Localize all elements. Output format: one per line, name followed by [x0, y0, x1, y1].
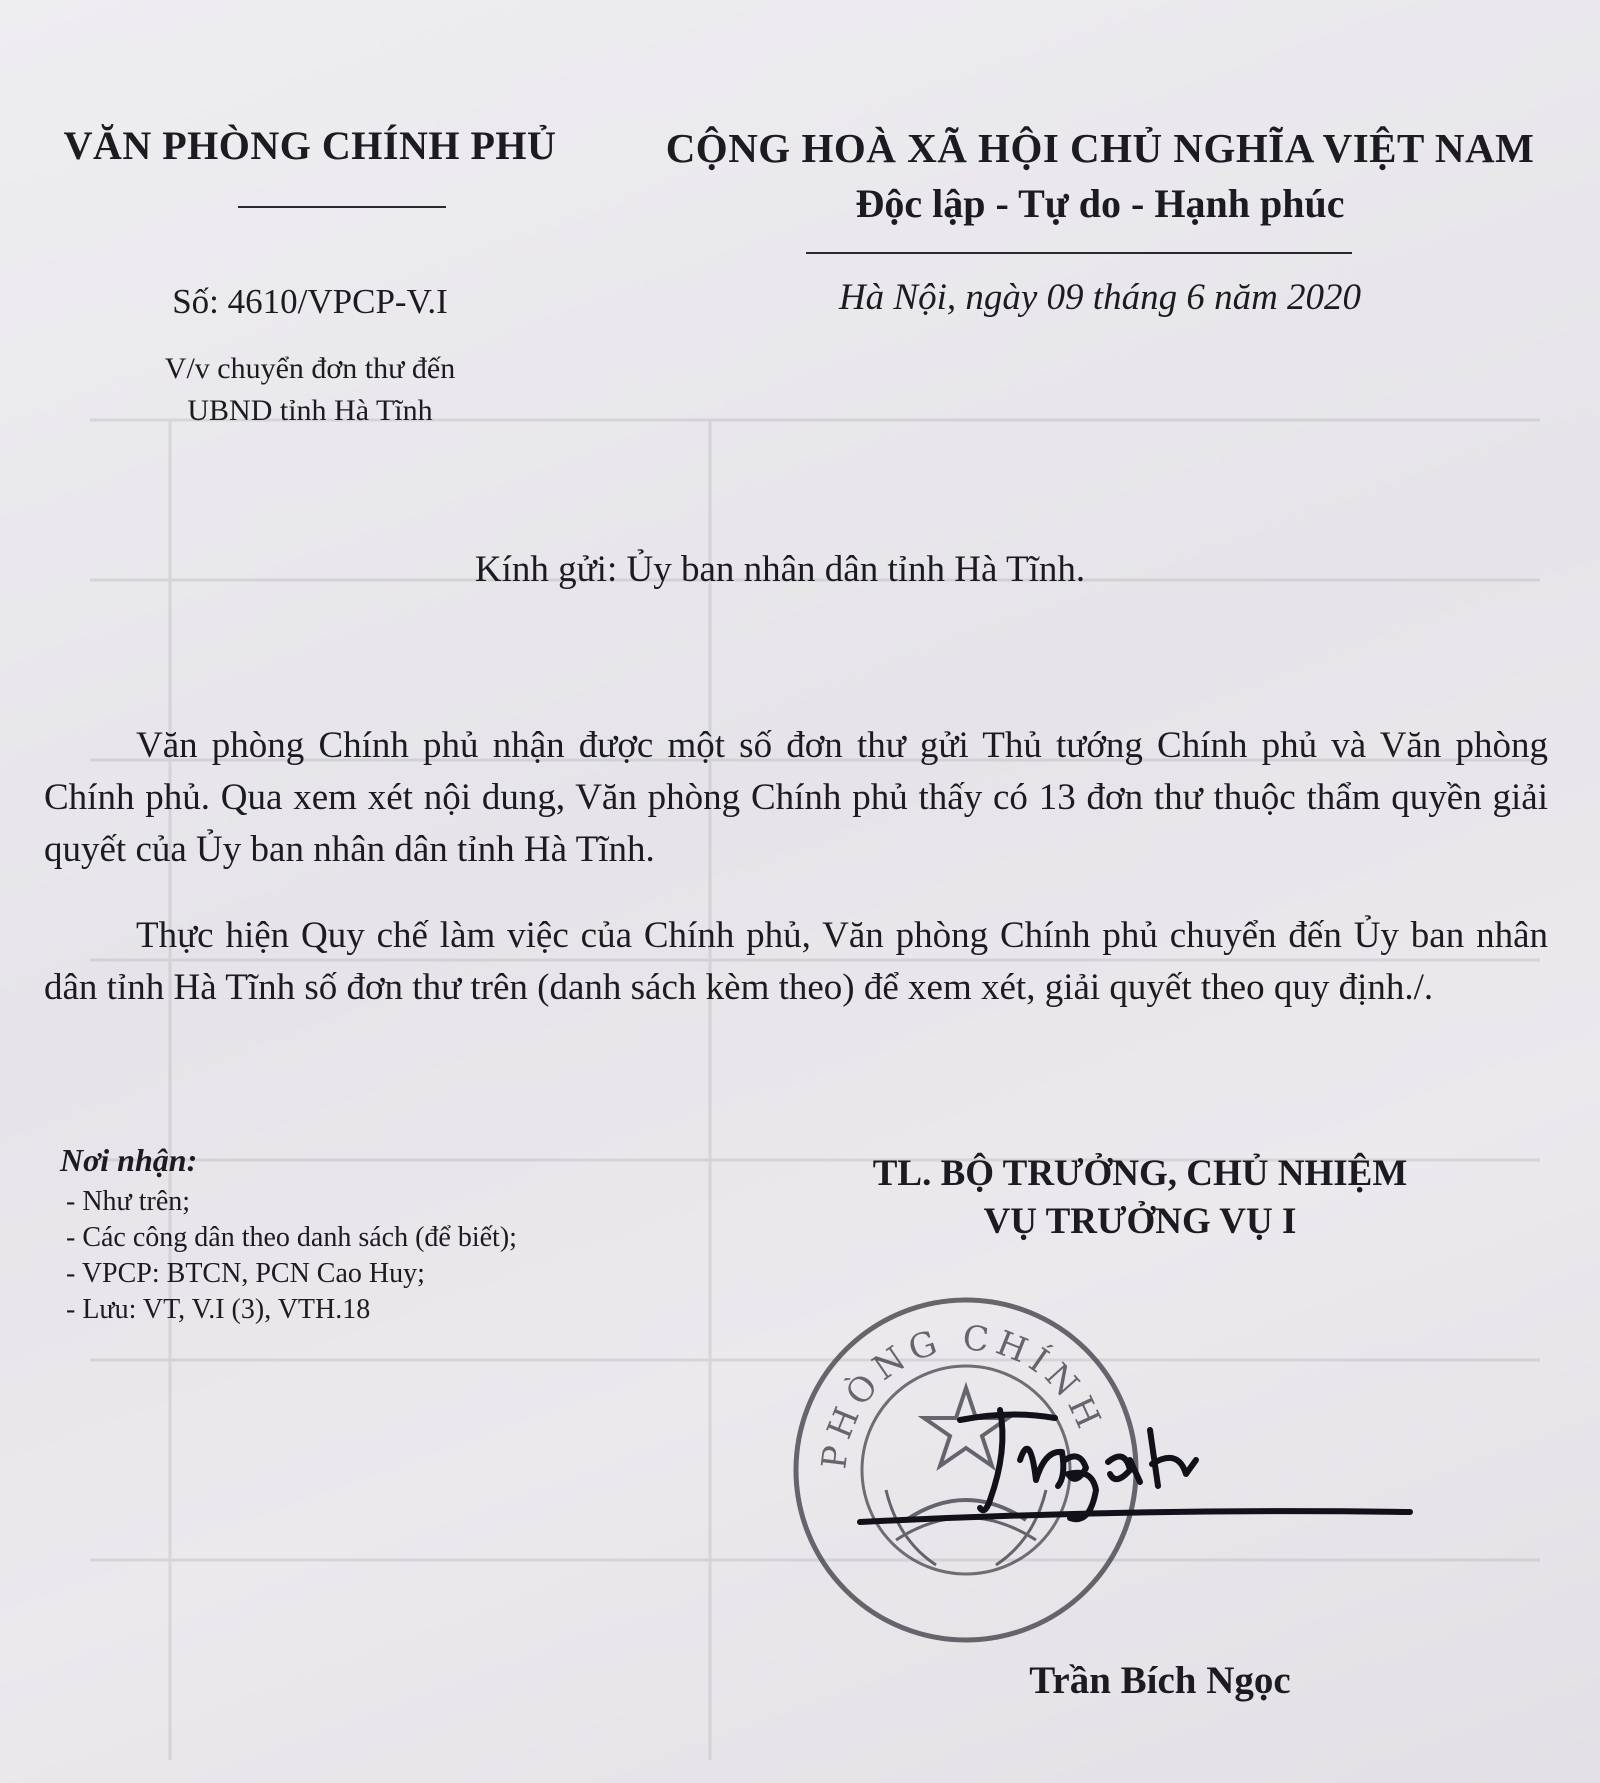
- national-motto: Độc lập - Tự do - Hạnh phúc: [855, 181, 1345, 226]
- national-title: CỘNG HOÀ XÃ HỘI CHỦ NGHĨA VIỆT NAM: [665, 125, 1535, 171]
- organization-underline: [238, 206, 446, 208]
- recipient-item: - VPCP: BTCN, PCN Cao Huy;: [66, 1258, 425, 1289]
- place-and-date: Hà Nội, ngày 09 tháng 6 năm 2020: [838, 277, 1362, 318]
- signatory-title: [820, 1150, 1460, 1246]
- recipient-item: - Các công dân theo danh sách (để biết);: [66, 1222, 517, 1253]
- subject-line-1: V/v chuyển đơn thư đến: [164, 352, 456, 385]
- recipients-list: [66, 1184, 517, 1328]
- recipient-item: - Lưu: VT, V.I (3), VTH.18: [66, 1294, 371, 1325]
- document-subject: [40, 348, 580, 432]
- handwritten-signature-icon: [840, 1390, 1440, 1550]
- motto-underline: [806, 252, 1352, 254]
- document-number: Số: 4610/VPCP-V.I: [172, 282, 448, 321]
- signatory-title-line-1: TL. BỘ TRƯỞNG, CHỦ NHIỆM: [872, 1153, 1408, 1194]
- body-paragraph-1: Văn phòng Chính phủ nhận được một số đơn thư gửi Thủ tướng Chính phủ và Văn phòng Chính phủ. Qua xem xét nội dung, Văn phòng Chính phủ thấy có 13 đơn thư thuộc thẩm quyền giải quyết của Ủy ban nhân dân tỉnh Hà Tĩnh.: [44, 725, 1548, 870]
- signatory-title-line-2: VỤ TRƯỞNG VỤ I: [983, 1201, 1297, 1242]
- body-paragraph-2: Thực hiện Quy chế làm việc của Chính phủ, Văn phòng Chính phủ chuyển đến Ủy ban nhân dân tỉnh Hà Tĩnh số đơn thư trên (danh sách kèm theo) để xem xét, giải quyết theo quy định./.: [44, 915, 1548, 1008]
- seal-text: PHÒNG CHÍNH: [814, 1318, 1111, 1472]
- recipient-item: - Như trên;: [66, 1186, 191, 1217]
- issuing-organization: VĂN PHÒNG CHÍNH PHỦ: [63, 123, 557, 168]
- salutation: Kính gửi: Ủy ban nhân dân tỉnh Hà Tĩnh.: [474, 549, 1086, 590]
- recipients-title: Nơi nhận:: [60, 1142, 198, 1178]
- signer-name: Trần Bích Ngọc: [1029, 1659, 1291, 1702]
- subject-line-2: UBND tỉnh Hà Tĩnh: [187, 394, 433, 427]
